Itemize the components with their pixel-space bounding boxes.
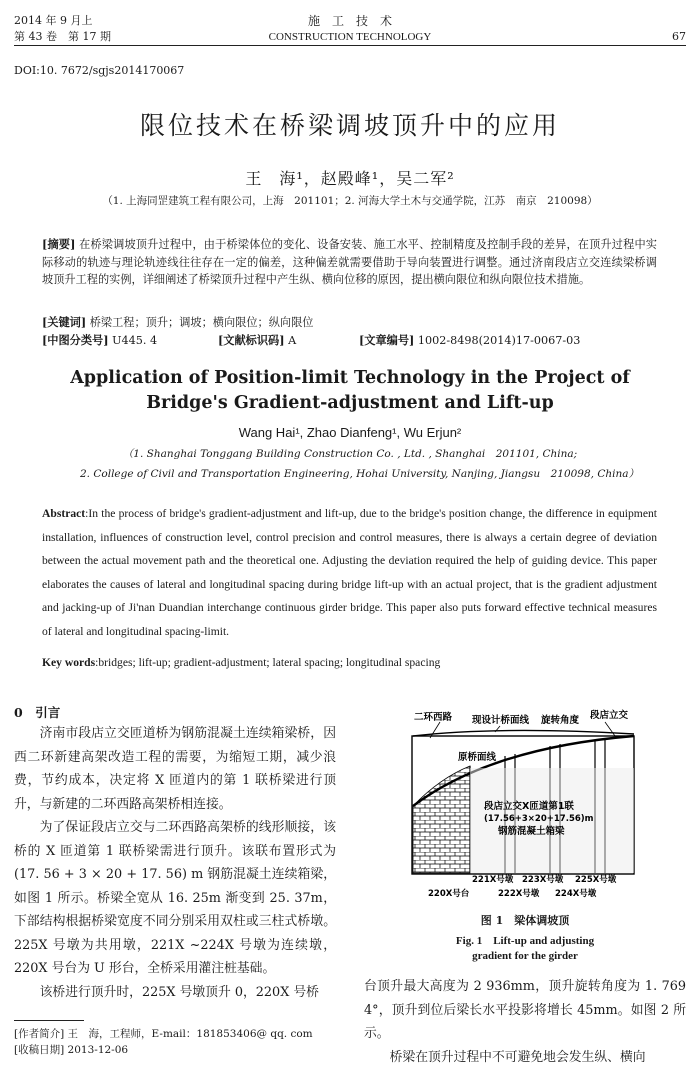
footnote-received (14, 1042, 128, 1058)
label-box-line-1: 段店立交X匝道第1联 (484, 801, 574, 812)
figure-1-caption-cn: 图 1 梁体调坡顶 (480, 914, 570, 927)
keywords-en-label: Key words (42, 656, 96, 669)
label-pier-224: 224X号墩 (555, 889, 597, 899)
journal-title-en: CONSTRUCTION TECHNOLOGY (268, 31, 432, 43)
footnote-author-text: 王 海，工程师，E-mail：181853406@ qq. com (67, 1028, 313, 1040)
intro-left-column (14, 722, 336, 1004)
clc-value: U445. 4 (112, 334, 158, 347)
intro-paragraph-2: 为了保证段店立交与二环西路高架桥的线形顺接，该桥的 X 匝道第 1 联桥梁需进行顶升。该联布置形式为(17. 56 + 3 × 20 + 17. 56) m 钢筋混凝土连续箱梁，如图 1 所示。桥梁全宽从 16. 25m 渐变到 25. 37m，下部结构根据桥梁宽度不同分别采用双柱或三柱式桥墩。225X 号墩为共用墩，221X ~224X 号墩为连续墩，220X 号台为 U 形台，全桥采用灌注桩基础。 (14, 820, 336, 976)
article-number-label: [文章编号] (359, 333, 415, 347)
affiliation-en-1: （1. Shanghai Tonggang Building Construction Co. , Ltd. , Shanghai 201101, China; (122, 448, 578, 460)
keywords-en (42, 656, 440, 669)
intro-right-paragraph-2: 桥梁在顶升过程中不可避免地会发生纵、横向 (389, 1049, 646, 1065)
header-rule (14, 45, 686, 46)
footnote-received-label: [收稿日期] (14, 1044, 65, 1056)
title-en: Application of Position-limit Technology in the Project of Bridge's Gradient-adjustment and Lift-up (70, 368, 630, 413)
clc-number (42, 332, 157, 350)
label-box-line-3: 钢筋混凝土箱梁 (498, 826, 565, 837)
authors-en: Wang Hai¹, Zhao Dianfeng¹, Wu Erjun² (238, 425, 462, 440)
intro-right-paragraph-1: 台顶升最大高度为 2 936mm，顶升旋转角度为 1. 769 4°，顶升到位后梁长水平投影将增长 45mm。如图 2 所示。 (364, 979, 686, 1041)
abutment-hatch (413, 766, 470, 873)
footnote-rule (14, 1020, 84, 1021)
abstract-en-label: Abstract (42, 507, 86, 520)
abstract-en-text: :In the process of bridge's gradient-adjustment and lift-up, due to the bridge's position change, the difference in equipment installation, influences of construction level, control precision and control measures, there is always a certain degree of deviation between the actual movement path and the theoretical one. Adjusting the deviation required the help of guiding device. This paper elaborates the causes of lateral and longitudinal spacing during bridge lift-up with an actual project, that is the gradient adjustment and jacking-up of Ji'nan Duandian interchange continuous girder bridge. This paper also puts forward effective technical measures of lateral and longitudinal spacing-limit. (42, 507, 657, 638)
label-road: 二环西路 (414, 712, 453, 723)
doc-code-label: [文献标识码] (218, 333, 285, 347)
section-heading-intro: 0 引言 (14, 705, 61, 720)
intro-paragraph-1: 济南市段店立交匝道桥为钢筋混凝土连续箱梁桥，因西二环新建高架改造工程的需要，为缩短工期，减少浪费，节约成本，决定将 X 匝道内的第 1 联桥梁进行顶升，与新建的二环西路高架桥相连接。 (14, 726, 336, 812)
title-cn: 限位技术在桥梁调坡顶升中的应用 (139, 111, 560, 140)
figure-1-caption-en-2: gradient for the girder (472, 950, 578, 962)
keywords-cn-label: [关键词] (42, 315, 87, 329)
abstract-cn-text: 在桥梁调坡顶升过程中，由于桥梁体位的变化、设备安装、施工水平、控制精度及控制手段的差异，在顶升过程中实际移动的轨迹与理论轨迹线往往存在一定的偏差，这种偏差就需要借助于导向装置进行调整。通过济南段店立交连续梁桥调坡顶升工程的实例，详细阐述了桥梁顶升过程中产生纵、横向位移的原因，提出横向限位和纵向限位技术措施。 (42, 238, 657, 286)
affiliation-en-2: 2. College of Civil and Transportation Engineering, Hohai University, Nanjing, Jiangsu 210098, China） (80, 468, 640, 480)
abstract-cn (42, 236, 657, 289)
label-pier-222: 222X号墩 (498, 889, 540, 899)
clc-label: [中图分类号] (42, 333, 109, 347)
issue-date: 2014 年 9 月上 (14, 14, 93, 27)
keywords-cn (42, 314, 313, 332)
new-deck-line (413, 730, 634, 736)
authors-cn: 王 海¹，赵殿峰¹，吴二军² (245, 169, 455, 188)
keywords-cn-text: 桥梁工程；顶升；调坡；横向限位；纵向限位 (89, 316, 314, 329)
label-pier-225: 225X号墩 (575, 875, 617, 885)
label-current-deck: 现设计桥面线 (472, 715, 530, 726)
pointer-interchange (605, 722, 615, 736)
abstract-cn-label: [摘要] (42, 237, 76, 251)
doc-code (218, 332, 296, 350)
article-number (359, 332, 580, 350)
footnote-author-label: [作者简介] (14, 1028, 65, 1040)
label-pier-220: 220X号台 (428, 889, 470, 899)
footnote-author (14, 1026, 313, 1042)
volume-issue: 第 43 卷 第 17 期 (14, 30, 111, 43)
label-rotation-angle: 旋转角度 (541, 715, 580, 726)
intro-paragraph-3: 该桥进行顶升时，225X 号墩顶升 0，220X 号桥 (39, 984, 319, 1000)
affiliation-cn: （1. 上海同罡建筑工程有限公司，上海 201101；2. 河海大学土木与交通学院，江苏 南京 210098） (102, 195, 598, 207)
label-original-deck: 原桥面线 (458, 752, 497, 763)
figure-1-diagram (410, 708, 638, 901)
doi: DOI:10. 7672/sgjs2014170067 (14, 64, 185, 77)
label-pier-223: 223X号墩 (522, 875, 564, 885)
label-interchange: 段店立交 (590, 710, 629, 721)
abstract-en (42, 502, 657, 644)
footnote-received-text: 2013-12-06 (67, 1044, 129, 1056)
journal-title-cn: 施 工 技 术 (307, 14, 392, 28)
label-box-line-2: (17.56+3×20+17.56)m (484, 814, 594, 824)
page-number: 67 (672, 30, 686, 43)
figure-1-caption-en-1: Fig. 1 Lift-up and adjusting (455, 935, 595, 947)
doc-code-value: A (288, 334, 297, 347)
label-pier-221: 221X号墩 (472, 875, 514, 885)
article-number-value: 1002-8498(2014)17-0067-03 (417, 334, 581, 347)
keywords-en-text: :bridges; lift-up; gradient-adjustment; lateral spacing; longitudinal spacing (95, 656, 441, 669)
intro-right-column (364, 975, 686, 1069)
